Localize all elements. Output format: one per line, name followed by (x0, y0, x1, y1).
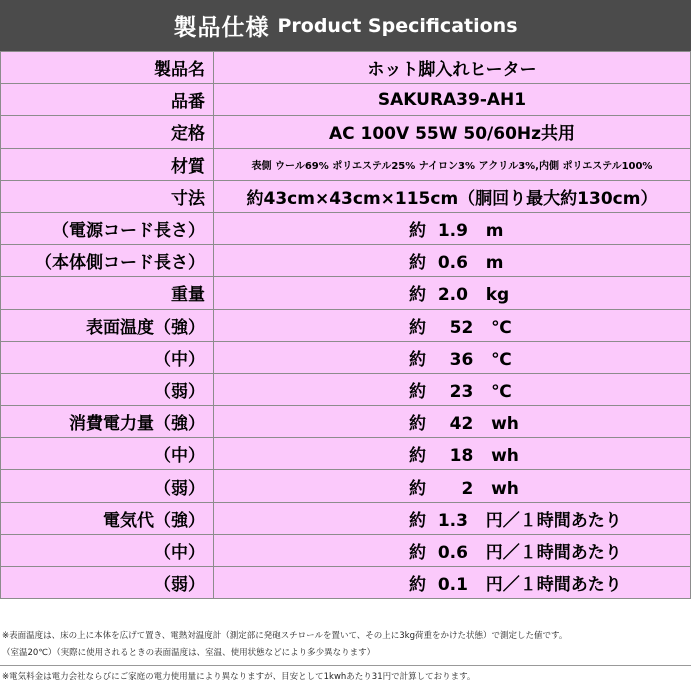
spec-value: 約 2.0 kg (214, 277, 691, 309)
spec-row (1, 52, 691, 84)
spec-value: 約 18 wh (214, 438, 691, 470)
footnotes (0, 628, 691, 686)
spec-label: 消費電力量（強） (1, 406, 214, 438)
header-bar (0, 0, 691, 51)
spec-row (1, 84, 691, 116)
spec-label: （中） (1, 438, 214, 470)
footnote-divider (0, 665, 691, 666)
spec-row (1, 180, 691, 212)
spec-label: （電源コード長さ） (1, 212, 214, 244)
spec-value: 表側 ウール69% ポリエステル25% ナイロン3% アクリル3%,内側 ポリエステル100% (214, 148, 691, 180)
spec-row (1, 502, 691, 534)
spec-value: 約 52 ℃ (214, 309, 691, 341)
spec-value: 約 0.6 円／１時間あたり (214, 534, 691, 566)
footnote-electricity: ※電気料金は電力会社ならびにご家庭の電力使用量により異なりますが、目安として1kwhあたり31円で計算しております。 (2, 672, 476, 682)
spec-row (1, 212, 691, 244)
spec-label: 品番 (1, 84, 214, 116)
spec-label: 寸法 (1, 180, 214, 212)
spec-label: （中） (1, 341, 214, 373)
spec-value: 約 0.6 m (214, 245, 691, 277)
spec-row (1, 470, 691, 502)
spec-value: 約 23 ℃ (214, 373, 691, 405)
spec-row (1, 341, 691, 373)
spec-label: （本体側コード長さ） (1, 245, 214, 277)
spec-value: 約 42 wh (214, 406, 691, 438)
spec-value: ホット脚入れヒーター (214, 52, 691, 84)
spec-value: 約43cm×43cm×115cm（胴回り最大約130cm） (214, 180, 691, 212)
footnote-surface-temp: ※表面温度は、床の上に本体を広げて置き、電熱対温度計（測定部に発砲スチロールを置いて、その上に3kg荷重をかけた状態）で測定した値です。 (2, 631, 568, 641)
spec-row (1, 148, 691, 180)
spec-value: 約 1.3 円／１時間あたり (214, 502, 691, 534)
spec-label: （中） (1, 534, 214, 566)
title-jp: 製品仕様 (173, 15, 270, 41)
spec-value: SAKURA39-AH1 (214, 84, 691, 116)
spec-label: （弱） (1, 567, 214, 599)
spec-label: 電気代（強） (1, 502, 214, 534)
spec-label: 表面温度（強） (1, 309, 214, 341)
spec-row (1, 406, 691, 438)
spec-row (1, 438, 691, 470)
spec-value: 約 2 wh (214, 470, 691, 502)
spec-row (1, 534, 691, 566)
spec-value: AC 100V 55W 50/60Hz共用 (214, 116, 691, 148)
footnote-room-temp: （室温20℃）（実際に使用されるときの表面温度は、室温、使用状態などにより多少異なります） (2, 648, 376, 658)
spec-label: 材質 (1, 148, 214, 180)
spec-value: 約 0.1 円／１時間あたり (214, 567, 691, 599)
spec-label: 重量 (1, 277, 214, 309)
spec-row (1, 567, 691, 599)
spec-value: 約 36 ℃ (214, 341, 691, 373)
spec-label: 製品名 (1, 52, 214, 84)
spec-label: （弱） (1, 373, 214, 405)
spec-row (1, 116, 691, 148)
spec-row (1, 277, 691, 309)
spec-label: 定格 (1, 116, 214, 148)
spec-row (1, 245, 691, 277)
spec-row (1, 373, 691, 405)
spec-label: （弱） (1, 470, 214, 502)
spec-row (1, 309, 691, 341)
spec-value: 約 1.9 m (214, 212, 691, 244)
title-en: Product Specifications (277, 14, 518, 37)
spec-table (0, 51, 691, 599)
